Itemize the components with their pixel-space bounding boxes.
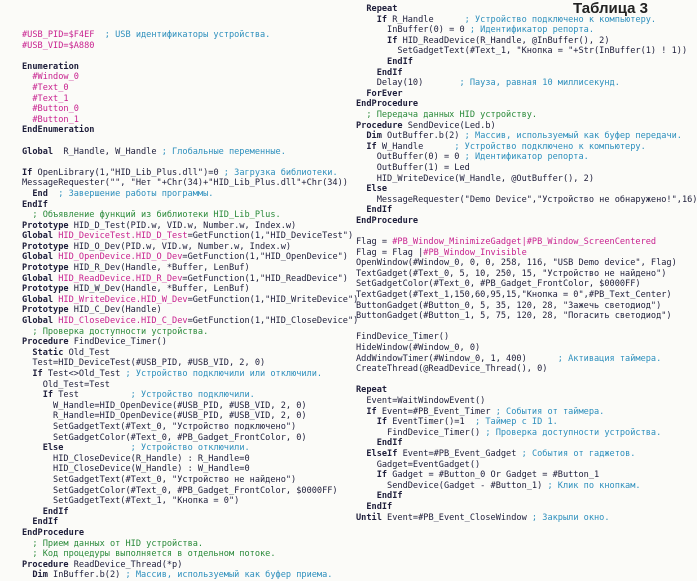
code-comment: ; Активация таймера. [557, 353, 662, 364]
code-line [356, 237, 657, 248]
code-line [22, 125, 337, 136]
code-comment: ; События от таймера. [495, 406, 605, 417]
code-line [22, 210, 337, 221]
code-line [22, 51, 337, 62]
code-token: =GetFunction(1,"HID_DeviceTest") [187, 231, 354, 242]
code-line [22, 422, 337, 433]
code-line [356, 131, 682, 142]
code-token: =GetFunction(1,"HID_CloseDevice") [187, 316, 359, 327]
code-line [356, 300, 662, 312]
code-token: AddWindowTimer(#Window_0, 1, 400) [356, 353, 558, 364]
code-line [356, 427, 662, 439]
code-comment: ; Устройство подключено к компьютеру. [454, 141, 646, 152]
code-line [22, 273, 348, 285]
code-line [22, 242, 337, 253]
code-line [22, 72, 337, 83]
code-token: Event=#PB_Event_Gadget [397, 448, 522, 459]
code-token: Global [22, 252, 54, 263]
code-token: EndIf [356, 205, 393, 216]
code-token: Repeat [356, 385, 388, 396]
code-comment: ; Глобальные переменные. [161, 146, 286, 157]
code-token: Procedure [22, 337, 69, 348]
code-line [22, 433, 337, 444]
code-line [22, 41, 337, 52]
code-line [356, 385, 651, 396]
code-line [22, 570, 337, 581]
code-token: Global [22, 231, 54, 242]
code-token: CreateThread(@ReadDevice_Thread(), 0) [356, 364, 548, 375]
code-line [22, 62, 337, 73]
code-line [356, 375, 651, 386]
code-line [22, 189, 337, 200]
code-line [356, 46, 688, 57]
code-line [22, 507, 337, 518]
code-line [22, 284, 337, 295]
code-comment: ; Устройство подключили или отключили. [125, 369, 323, 379]
code-token: Prototype [22, 220, 69, 231]
code-comment: ; Передача данных HID устройству. [356, 109, 538, 120]
code-line [356, 0, 651, 17]
code-line [356, 78, 651, 89]
code-line [356, 290, 672, 301]
code-comment: ; Массив, используемый как буфер передачи. [464, 131, 682, 142]
code-token: FindDevice_Timer() [68, 337, 167, 348]
code-token: FindDevice_Timer() [356, 427, 486, 438]
code-line [22, 475, 337, 486]
code-comment: ; Объявление функций из библиотеки HID_Lib_Plus. [22, 210, 281, 221]
code-token: TextGadget(#Text_1,150,60,95,15,"Кнопка = 0",#PB_Text_Center) [356, 290, 672, 301]
code-comment: ; Устройство отключили. [63, 443, 250, 454]
code-token: SetGadgetColor(#Text_0, #PB_Gadget_FrontColor, 0) [22, 432, 307, 443]
code-comment: ; Закрыли окно. [531, 512, 610, 523]
code-line [356, 152, 651, 163]
code-line [356, 343, 651, 354]
code-comment: ; Идентификатор репорта. [464, 152, 589, 163]
code-token: Dim [22, 570, 48, 581]
code-token: HID_CloseDevice.HID_C_Dev [53, 316, 188, 327]
code-comment: ; Таймер с ID 1. [475, 417, 558, 428]
code-line [22, 486, 337, 497]
code-line [356, 332, 651, 343]
code-comment: ; USB идентификаторы устройства. [94, 30, 271, 40]
code-comment: ; Пауза, равная 10 миллисекунд. [459, 78, 620, 89]
code-line [22, 358, 337, 369]
code-line [356, 460, 651, 471]
code-line [356, 99, 651, 110]
code-token: SendDevice(Led.b) [402, 120, 496, 131]
code-token: SetGadgetText(#Text_0, "Устройство подключено") [22, 421, 297, 432]
code-token: If [356, 141, 377, 152]
code-token: Else [22, 443, 64, 454]
code-token: #USB_PID=$F4EF [22, 30, 95, 40]
code-line [356, 513, 651, 524]
code-line [356, 142, 651, 153]
code-token: HideWindow(#Window_0, 0) [356, 343, 481, 353]
code-token: SetGadgetColor(#Text_0, #PB_Gadget_FrontColor, $0000FF) [22, 485, 338, 496]
code-line [22, 168, 337, 179]
code-token: Procedure [356, 120, 403, 131]
code-line [22, 539, 337, 550]
code-token: Old_Test=Test [22, 379, 110, 390]
code-token: HID_W_Dev(Handle, *Buffer, LenBuf) [68, 284, 250, 295]
code-token: EndIf [22, 517, 59, 528]
code-token: #Button_1 [22, 114, 79, 125]
code-line [356, 89, 651, 100]
code-line [22, 294, 359, 306]
code-line [22, 231, 354, 242]
code-line [356, 184, 651, 195]
code-token: Procedure [22, 559, 69, 570]
code-token: SendDevice(Gadget - #Button_1) [356, 480, 548, 491]
code-token: HID_OpenDevice.HID_O_Dev [53, 252, 183, 263]
code-token: If [356, 406, 377, 417]
code-line [22, 528, 337, 539]
code-line [356, 248, 651, 259]
code-token: Test [53, 390, 131, 401]
code-token: HID_D_Test(PID.w, VID.w, Number.w, Index.w) [68, 220, 297, 231]
code-token: HID_CloseDevice(R_Handle) : R_Handle=0 [22, 453, 250, 464]
code-line [22, 104, 337, 115]
code-line [356, 279, 651, 290]
code-token: HID_R_Dev(Handle, *Buffer, LenBuf) [68, 263, 250, 274]
code-token: R_Handle, W_Handle [53, 146, 162, 157]
code-line [356, 57, 651, 68]
code-token: SetGadgetText(#Text_1, "Кнопка = "+Str(InBuffer(1) ! 1)) [356, 46, 688, 57]
code-line [22, 560, 337, 571]
code-token: #Button_0 [22, 104, 79, 115]
code-token: SetGadgetText(#Text_1, "Кнопка = 0") [22, 496, 240, 507]
code-line [22, 369, 337, 380]
code-token: Event=WaitWindowEvent() [356, 395, 486, 406]
code-token: Prototype [22, 263, 69, 274]
code-line [356, 502, 651, 513]
code-line [356, 481, 651, 492]
code-comment: ; Проверка доступности устройства. [22, 326, 209, 337]
code-line [22, 401, 337, 412]
code-token: #Text_1 [22, 93, 69, 104]
code-line [22, 464, 337, 475]
code-token: InBuffer(0) = 0 [356, 25, 470, 36]
code-comment: ; События от гаджетов. [521, 448, 636, 459]
code-line [22, 327, 337, 338]
code-token: W_Handle=HID_OpenDevice(#USB_PID, #USB_VID, 2, 0) [22, 400, 307, 411]
code-line [356, 226, 651, 237]
code-line [356, 417, 651, 428]
code-line [356, 491, 651, 502]
code-token: #PB_Window_Invisible [423, 247, 527, 258]
code-line [356, 322, 651, 333]
code-token: Prototype [22, 284, 69, 295]
code-token: TextGadget(#Text_0, 5, 10, 250, 15, "Устройство не найдено") [356, 268, 667, 279]
code-column-right [356, 0, 697, 523]
code-token: Else [356, 184, 388, 195]
code-token: EndProcedure [356, 215, 419, 226]
code-token: ElseIf [356, 448, 398, 459]
code-token: Delay(10) [356, 78, 460, 89]
code-line [356, 470, 651, 481]
code-comment: ; Идентификатор репорта. [469, 25, 595, 36]
code-token: EndProcedure [22, 527, 85, 538]
code-token: #PB_Window_MinimizeGadget|#PB_Window_ScreenCentered [392, 237, 657, 248]
code-token: Static [22, 347, 64, 358]
code-line [356, 396, 651, 407]
code-token: HID_C_Dev(Handle) [68, 305, 162, 316]
code-line [22, 443, 337, 454]
code-line [22, 178, 348, 189]
code-line [356, 110, 651, 121]
code-comment: ; Код процедуры выполняется в отдельном потоке. [22, 549, 276, 560]
code-line [356, 68, 651, 79]
code-token: #Text_0 [22, 82, 69, 93]
code-token: HID_ReadDevice.HID_R_Dev [53, 273, 183, 284]
code-column-left [22, 30, 359, 581]
code-token: R_Handle=HID_OpenDevice(#USB_PID, #USB_VID, 2, 0) [22, 411, 307, 422]
code-token: If [356, 35, 398, 46]
code-token: EndIf [356, 501, 393, 512]
code-token: SetGadgetColor(#Text_0, #PB_Gadget_FrontColor, $0000FF) [356, 279, 641, 290]
code-line [356, 25, 651, 36]
code-token: Repeat [356, 4, 398, 14]
code-token: Flag = Flag | [356, 247, 424, 258]
code-line [22, 454, 337, 465]
code-token: MessageRequester("Demo Device","Устройство не обнаружено!",16) [356, 194, 697, 205]
code-token: #Window_0 [22, 72, 79, 83]
code-line [356, 121, 651, 132]
code-token: =GetFunction(1,"HID_OpenDevice") [182, 252, 348, 263]
code-token: MessageRequester("", "Нет "+Chr(34)+"HID_Lib_Plus.dll"+Chr(34)) [22, 178, 348, 189]
code-token: Global [22, 273, 54, 284]
code-token: EndIf [356, 67, 403, 78]
code-token: ReadDevice_Thread(*p) [68, 559, 183, 570]
code-token: #USB_VID=$A880 [22, 40, 95, 51]
code-token: OutBuffer.b(2) [381, 131, 465, 142]
code-token: EndProcedure [356, 99, 419, 110]
code-token: EndIf [22, 506, 69, 517]
code-line [22, 316, 359, 327]
code-line [356, 407, 651, 418]
code-line [22, 337, 337, 348]
code-line [356, 216, 651, 227]
code-line [356, 194, 697, 206]
code-token: Global [22, 146, 54, 157]
code-token: =GetFunction(1,"HID_WriteDevice") [187, 294, 359, 305]
code-line [22, 517, 337, 528]
code-token: ButtonGadget(#Button_1, 5, 75, 120, 28, "Погасить светодиод") [356, 311, 672, 322]
code-token: InBuffer.b(2) [47, 570, 126, 581]
code-token: EndIf [356, 491, 403, 502]
code-line [356, 174, 651, 185]
code-comment: ; Прием данных от HID устройства. [22, 538, 204, 549]
code-line [22, 496, 337, 507]
code-token: EventTimer()=1 [387, 417, 476, 428]
code-line [22, 115, 337, 126]
code-token: End [22, 188, 48, 199]
code-token: Flag = [356, 237, 393, 248]
code-comment: ; Клик по кнопкам. [547, 480, 641, 491]
code-comment: ; Загрузка библиотеки. [223, 167, 338, 178]
code-comment: ; Массив, используемый как буфер приема. [125, 570, 333, 581]
code-line [22, 380, 337, 391]
code-token: If [22, 390, 54, 401]
code-line [356, 449, 651, 460]
code-token: =GetFunction(1,"HID_ReadDevice") [182, 273, 348, 284]
code-line [356, 438, 651, 449]
code-token: HID_O_Dev(PID.w, VID.w, Number.w, Index.w) [68, 241, 292, 252]
code-token: Enumeration [22, 61, 79, 72]
code-line [356, 14, 657, 26]
code-line [22, 83, 337, 94]
code-token: If [356, 417, 388, 428]
code-token: R_Handle [387, 14, 465, 25]
code-token: Event=#PB_Event_Timer [376, 406, 496, 417]
code-comment: ; Устройство подключили. [130, 390, 255, 401]
code-token: HID_WriteDevice.HID_W_Dev [53, 294, 188, 305]
code-token: FindDevice_Timer() [356, 332, 450, 343]
code-token: If [22, 369, 43, 379]
code-token: Dim [356, 131, 382, 142]
code-line [356, 163, 651, 174]
code-line [22, 147, 337, 158]
code-line [22, 411, 337, 422]
code-token: Gadget = #Button_0 Or Gadget = #Button_1 [387, 470, 600, 481]
code-line [356, 36, 651, 47]
code-token: Old_Test [63, 347, 110, 358]
code-token: Event=#PB_Event_CloseWindow [381, 512, 532, 523]
code-token: Prototype [22, 241, 69, 252]
code-token: Prototype [22, 305, 69, 316]
code-token: EndIf [356, 56, 413, 67]
code-comment: ; Проверка доступности устройства. [485, 427, 662, 438]
code-token: ForEver [356, 88, 403, 99]
code-line [356, 364, 651, 375]
code-token: SetGadgetText(#Text_0, "Устройство не найдено") [22, 474, 297, 485]
code-line [356, 311, 672, 322]
code-line [22, 549, 337, 560]
code-line [22, 263, 337, 274]
code-token: Global [22, 294, 54, 305]
code-token: EndIf [22, 199, 48, 210]
code-line [356, 268, 667, 280]
code-token: If [356, 470, 388, 481]
code-token: HID_ReadDevice(R_Handle, @InBuffer(), 2) [397, 35, 610, 46]
code-token: If [22, 167, 33, 178]
code-token: Gadget=EventGadget() [356, 459, 481, 470]
code-token: Test=HID_DeviceTest(#USB_PID, #USB_VID, 2, 0) [22, 358, 266, 369]
code-line [356, 205, 651, 216]
code-token: Until [356, 512, 382, 523]
code-token: OutBuffer(0) = 0 [356, 152, 465, 163]
code-comment: ; Устройство подключено к компьютеру. [464, 14, 657, 25]
code-comment: ; Завершение работы программы. [47, 188, 214, 199]
code-line [22, 305, 337, 316]
code-line [22, 30, 337, 41]
code-token: OutBuffer(1) = Led [356, 162, 470, 173]
code-token: EndEnumeration [22, 125, 95, 136]
code-token: HID_CloseDevice(W_Handle) : W_Handle=0 [22, 464, 250, 475]
code-line [22, 348, 337, 359]
code-line [22, 94, 337, 105]
code-token: OpenLibrary(1,"HID_Lib_Plus.dll")=0 [32, 167, 224, 178]
code-line [356, 353, 662, 365]
code-token: Global [22, 316, 54, 327]
code-token: If [356, 14, 388, 25]
code-token: W_Handle [376, 141, 455, 152]
table-title: Таблица 3 [572, 0, 648, 17]
code-token: ButtonGadget(#Button_0, 5, 35, 120, 28, "Зажечь светодиод") [356, 300, 662, 311]
code-line [22, 200, 337, 211]
code-token: EndIf [356, 438, 403, 449]
code-line [356, 258, 677, 269]
code-line [22, 252, 348, 263]
code-line [22, 390, 337, 401]
code-line [22, 136, 337, 147]
code-line [22, 221, 337, 232]
code-token: Test<>Old_Test [42, 369, 126, 379]
code-token: OpenWindow(#Window_0, 0, 0, 258, 116, "USB Demo device", Flag) [356, 258, 677, 269]
code-line [22, 157, 337, 168]
code-token: HID_WriteDevice(W_Handle, @OutBuffer(), 2) [356, 173, 594, 184]
code-token: HID_DeviceTest.HID_D_Test [53, 231, 188, 242]
